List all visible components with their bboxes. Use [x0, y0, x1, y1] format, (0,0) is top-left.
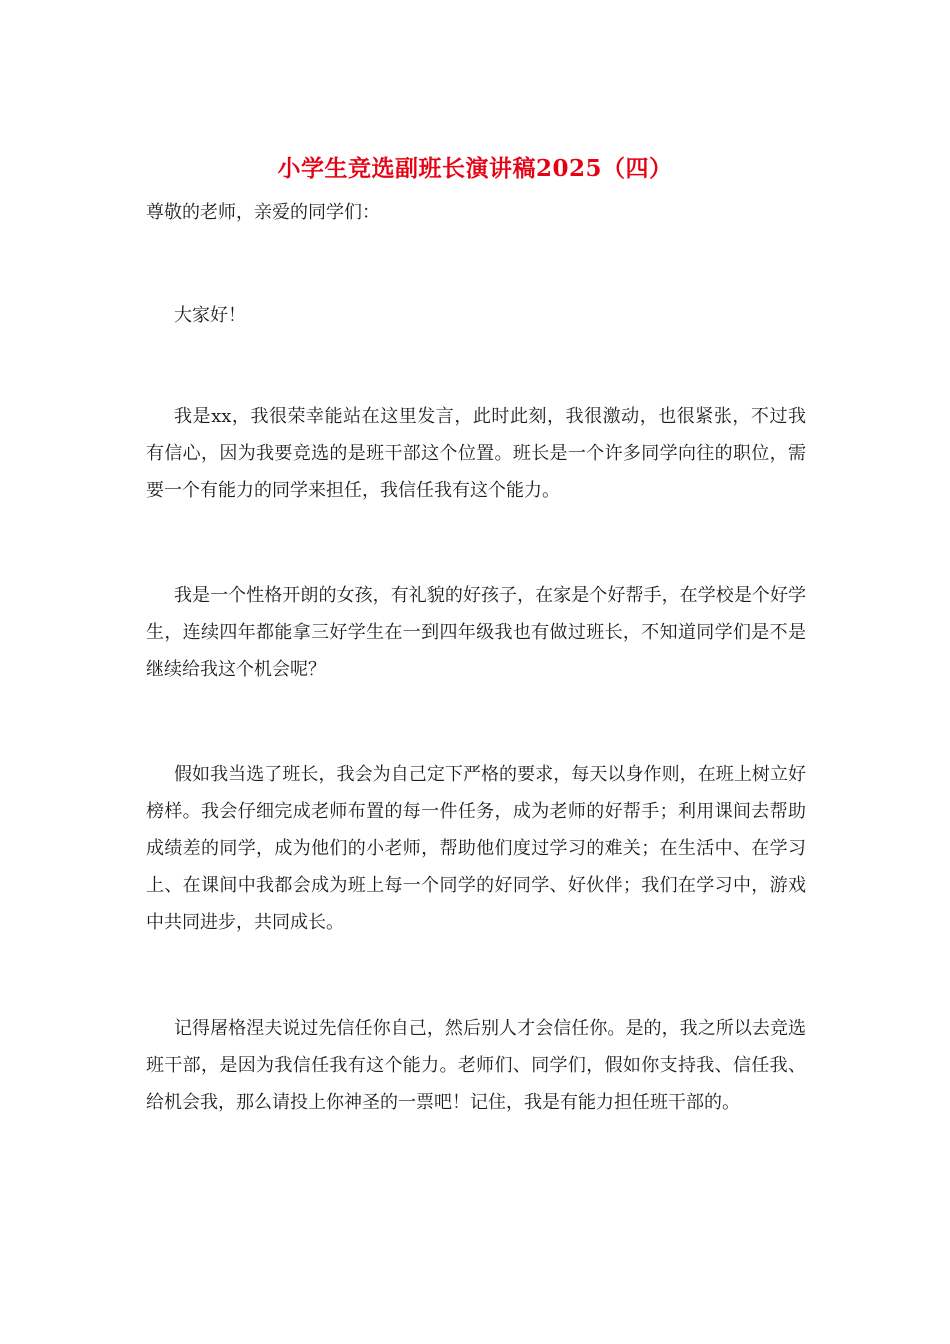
paragraph-greeting: 大家好！ [174, 305, 246, 326]
paragraph-closing: 记得屠格涅夫说过先信任你自己，然后别人才会信任你。是的，我之所以去竞选班干部，是因为我信任我有这个能力。老师们、同学们，假如你支持我、信任我、给机会我，那么请投上你神圣的一票吧！记住，我是有能力担任班干部的。 [146, 1018, 806, 1113]
paragraph-self-description: 我是一个性格开朗的女孩，有礼貌的好孩子，在家是个好帮手，在学校是个好学生，连续四年都能拿三好学生在一到四年级我也有做过班长，不知道同学们是不是继续给我这个机会呢？ [146, 585, 806, 680]
document-title: 小学生竞选副班长演讲稿2025（四） [277, 155, 673, 182]
paragraph-introduction: 我是xx，我很荣幸能站在这里发言，此时此刻，我很激动，也很紧张，不过我有信心，因为我要竞选的是班干部这个位置。班长是一个许多同学向往的职位，需要一个有能力的同学来担任，我信任我有这个能力。 [146, 406, 806, 501]
paragraph-promises: 假如我当选了班长，我会为自己定下严格的要求，每天以身作则，在班上树立好榜样。我会仔细完成老师布置的每一件任务，成为老师的好帮手；利用课间去帮助成绩差的同学，成为他们的小老师，帮助他们度过学习的难关；在生活中、在学习上、在课间中我都会成为班上每一个同学的好同学、好伙伴；我们在学习中，游戏中共同进步，共同成长。 [146, 764, 806, 933]
salutation: 尊敬的老师，亲爱的同学们： [146, 202, 380, 223]
